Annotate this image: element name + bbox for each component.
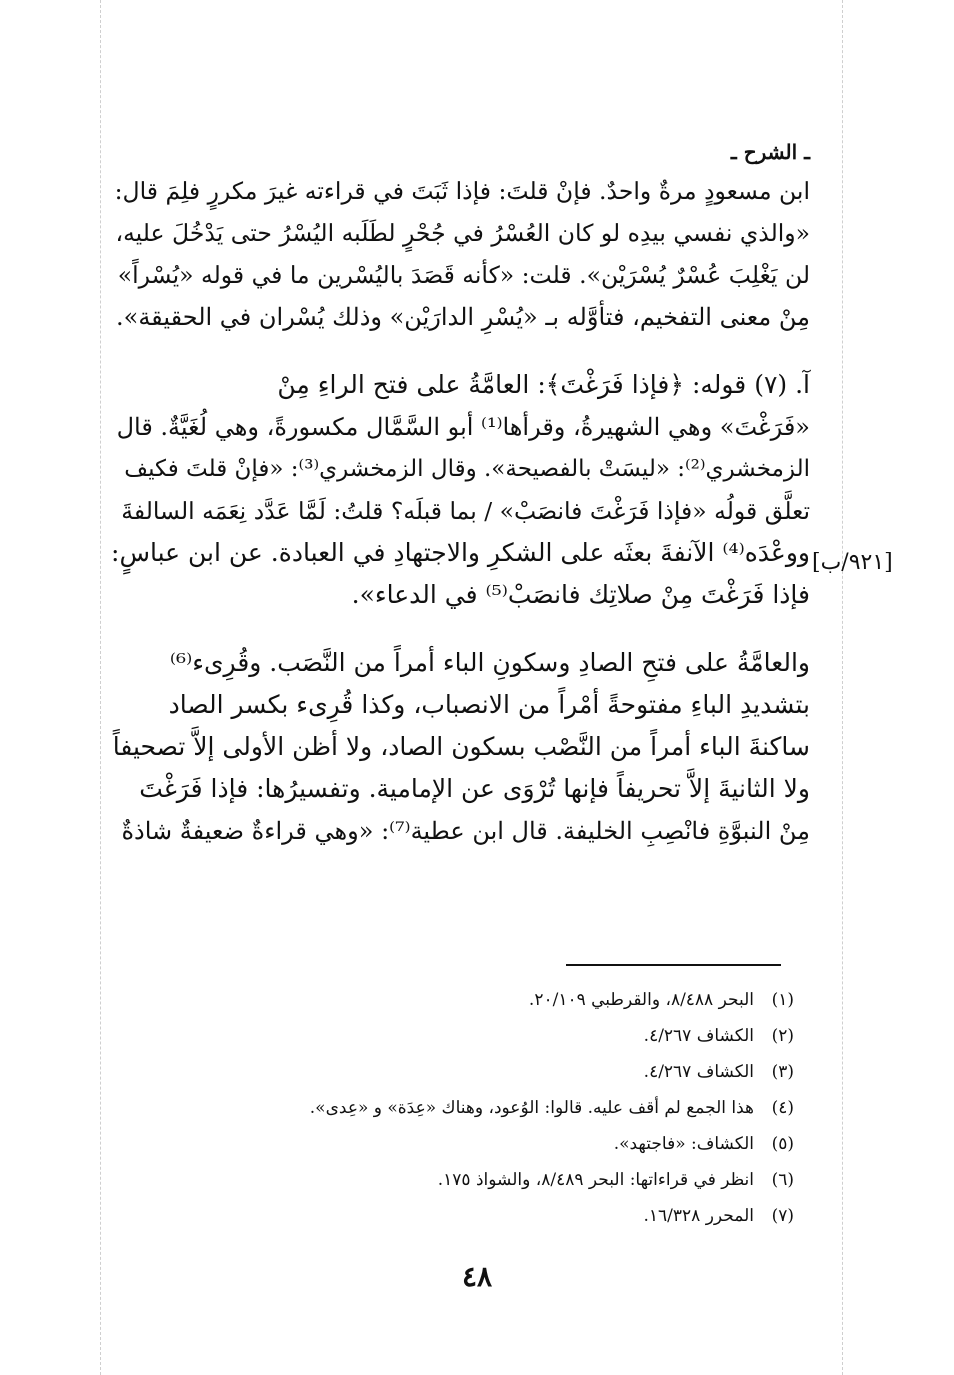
text-line: مِنْ معنى التفخيم، فتأوَّله بـ «يُسْرِ الدارَيْن» وذلك يُسْران في الحقيقة». [116, 303, 810, 331]
text-line: لن يَغْلِبَ عُسْرٌ يُسْرَيْن». قلت: «كأنه قَصَدَ باليُسْرين ما في قوله «يُسْراً» [117, 261, 810, 289]
manuscript-folio-ref: [٩٢١/ب] [812, 550, 893, 575]
footnote-text: هذا الجمع لم أقف عليه. قالوا: الوُعود، وهناك «عِدَة» و «عِدى». [309, 1098, 754, 1118]
margin-guide-left [100, 0, 101, 1375]
paragraph-1 [110, 170, 810, 338]
text-line: ابن مسعودٍ مرةٌ واحدٌ. فإنْ قلتَ: فإذا ثَبَتَ في قراءته غيرَ مكررٍ فلِمَ قال: [114, 177, 810, 205]
footnote-item [310, 982, 794, 1018]
page-number: ٤٨ [461, 1260, 493, 1293]
page-header: ـ الشرح ـ [730, 140, 810, 164]
footnote-text: الكشاف: «فاجتهد». [613, 1134, 754, 1154]
footnote-number: (٥) [771, 1134, 794, 1154]
footnote-item [310, 1090, 794, 1126]
footnote-item [310, 1126, 794, 1162]
footnotes [310, 982, 794, 1234]
margin-guide-right [842, 0, 843, 1375]
text-line: «فَرَغْتَ» وهي الشهيرةُ، وقرأها⁽¹⁾ أبو السَّمَّال مكسورةً، وهي لُغَيَّةٌ. قال [116, 413, 810, 441]
text-line: ساكنةَ الباء أمراً من النَّصْب بسكون الصاد، ولا أظن الأولى إلاَّ تصحيفاً [112, 732, 810, 761]
paragraph-3 [110, 642, 810, 852]
footnote-text: البحر ٨/٤٨٨، والقرطبي ٢٠/١٠٩. [528, 990, 754, 1010]
footnote-item [310, 1198, 794, 1234]
text-line: ولا الثانيةَ إلاَّ تحريفاً فإنها تُرْوَى عن الإمامية. وتفسيرُها: فإذا فَرَغْتَ [139, 774, 810, 803]
page-body [110, 140, 810, 852]
footnote-item [310, 1054, 794, 1090]
text-line: الزمخشري⁽²⁾: «ليسَتْ بالفصيحة». وقال الزمخشري⁽³⁾: «فإنْ قلتَ فكيف [124, 456, 810, 482]
text-line: والعامَّةُ على فتحِ الصادِ وسكونِ الباء أمراً من النَّصَب. وقُرِىء⁽⁶⁾ [169, 648, 810, 677]
footnote-number: (١) [771, 990, 794, 1010]
footnote-item [310, 1018, 794, 1054]
footnote-item [310, 1162, 794, 1198]
text-line: فإذا فَرَغْتَ مِنْ صلاتِك فانصَبْ⁽⁵⁾ في الدعاء». [351, 580, 810, 609]
footnote-number: (٧) [771, 1206, 794, 1226]
footnote-number: (٢) [771, 1026, 794, 1046]
text-line: مِنْ النبوَّةِ فانْصِبِ الخليفة. قال ابن عطية⁽⁷⁾: «وهي قراءةٌ ضعيفةٌ شاذةٌ [121, 817, 810, 845]
footnote-text: الكشاف ٤/٢٦٧. [643, 1026, 754, 1046]
text-line: بتشديدِ الباءِ مفتوحةً أمْراً من الانصباب، وكذا قُرِىء بكسر الصاد [168, 690, 810, 719]
paragraph-2 [110, 364, 810, 616]
footnote-text: المحرر ١٦/٣٢٨. [643, 1206, 754, 1226]
text-line: تعلَّق قولُه «فإذا فَرَغْتَ فانصَبْ» / بما قبلَه؟ قلتُ: لَمَّا عَدَّد نِعَمَه السالفةَ [121, 497, 810, 525]
footnote-number: (٦) [771, 1170, 794, 1190]
footnote-text: الكشاف ٤/٢٦٧. [643, 1062, 754, 1082]
text-line: ووعْدَه⁽⁴⁾ الآنفةَ بعثَه على الشكرِ والاجتهادِ في العبادة. عن ابن عباسٍ: [111, 538, 810, 567]
footnote-separator [566, 964, 781, 966]
footnote-text: انظر في قراءاتها: البحر ٨/٤٨٩، والشواذ ١٧٥. [437, 1170, 754, 1190]
footnote-number: (٤) [771, 1098, 794, 1118]
text-line: آ. (٧) قوله: ﴿فإذا فَرَغْتَ﴾: العامَّةُ على فتح الراءِ مِنْ [277, 370, 810, 399]
text-line: «والذي نفسي بيدِه لو كان العُسْرُ في جُحْرٍ لطَلَبه اليُسْرُ حتى يَدْخُلَ عليه، [115, 219, 810, 247]
footnote-number: (٣) [771, 1062, 794, 1082]
